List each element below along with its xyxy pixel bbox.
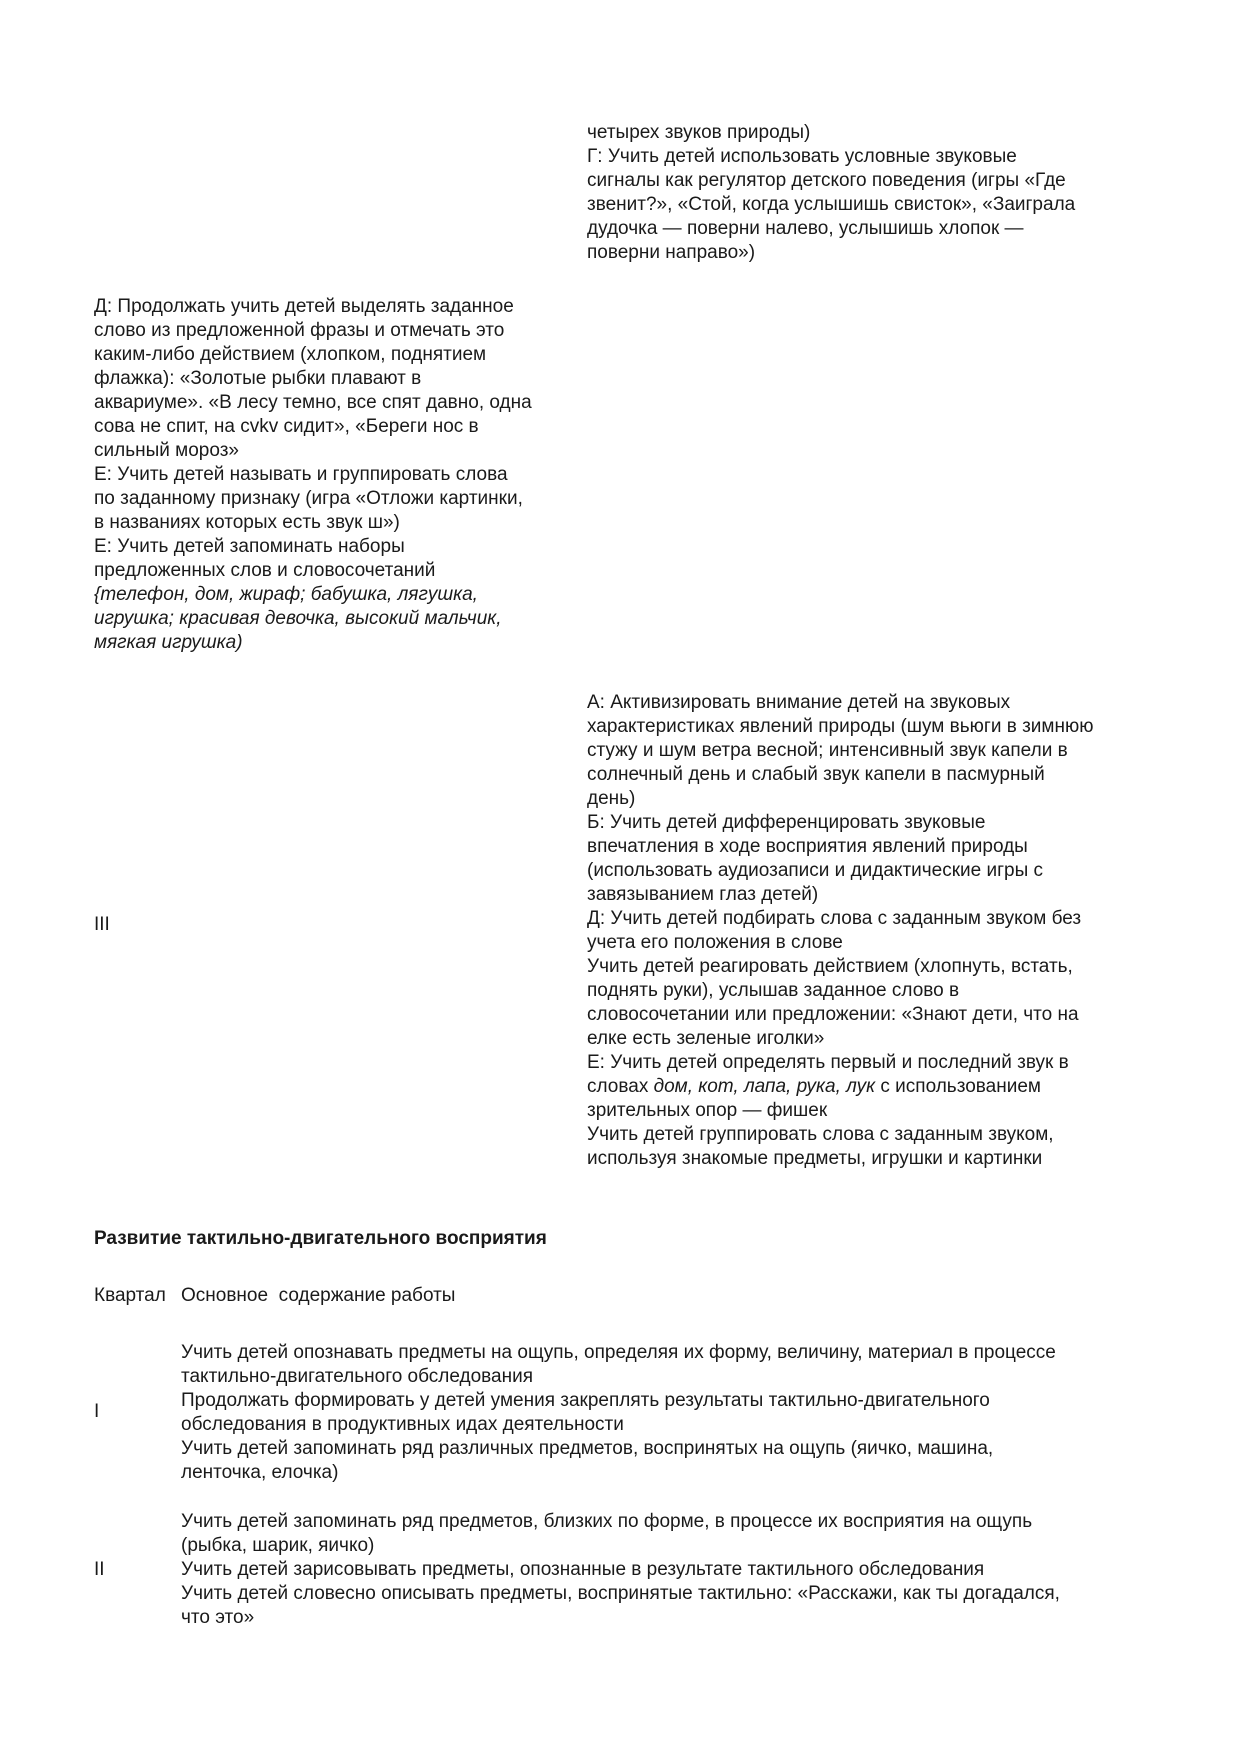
text-line: дудочка — поверни налево, услышишь хлопок — [587,218,1024,239]
text-span: с использованием [875,1076,1041,1097]
quarter-2-text-block [181,1510,1060,1630]
italic-word-list: дом, кот, лапа, рука, лук [653,1076,876,1097]
left-mid-text-block [94,295,532,655]
text-line: (использовать аудиозаписи и дидактические игры с [587,860,1044,881]
quarter-2-label: II [94,1559,105,1580]
text-line: Учить детей запоминать ряд различных предметов, воспринятых на ощупь (яичко, машина, [181,1438,994,1459]
text-line-mixed [587,1075,1093,1099]
text-line: Е: Учить детей называть и группировать слова [94,464,508,485]
text-line: Г: Учить детей использовать условные звуковые [587,146,1017,167]
text-line: словосочетании или предложении: «Знают дети, что на [587,1004,1079,1025]
column-header-quarter: Квартал [94,1285,166,1306]
text-span: словах [587,1076,654,1097]
text-line: сова не спит, на сvkv сидит», «Береги нос в [94,416,479,437]
text-line: Продолжать формировать у детей умения закреплять результаты тактильно-двигательного [181,1390,990,1411]
text-line: А: Активизировать внимание детей на звуковых [587,692,1011,713]
quarter-1-text-block [181,1341,1056,1485]
text-line: солнечный день и слабый звук капели в пасмурный [587,764,1045,785]
text-line: тактильно-двигательного обследования [181,1366,534,1387]
text-line: поднять руки), услышав заданное слово в [587,980,960,1001]
text-line: впечатления в ходе восприятия явлений природы [587,836,1028,857]
text-line: в названиях которых есть звук ш») [94,512,400,533]
text-line: флажка): «Золотые рыбки плавают в [94,368,422,389]
text-line: Учить детей реагировать действием (хлопнуть, встать, [587,956,1073,977]
text-line: каким-либо действием (хлопком, поднятием [94,344,487,365]
text-line: звенит?», «Стой, когда услышишь свисток», «Заиграла [587,194,1076,215]
text-line: обследования в продуктивных идах деятельности [181,1414,624,1435]
text-line: по заданному признаку (игра «Отложи картинки, [94,488,523,509]
text-line: учета его положения в слове [587,932,843,953]
right-top-text-block [587,121,1075,265]
text-line: слово из предложенной фразы и отмечать это [94,320,505,341]
text-line: Д: Продолжать учить детей выделять заданное [94,296,514,317]
text-line: Е: Учить детей определять первый и последний звук в [587,1052,1069,1073]
text-line: четырех звуков природы) [587,122,811,143]
text-line: предложенных слов и словосочетаний [94,560,436,581]
text-line: Учить детей опознавать предметы на ощупь, определяя их форму, величину, материал в процессе [181,1342,1056,1363]
text-line: аквариуме». «В лесу темно, все спят давно, одна [94,392,532,413]
text-line: Учить детей словесно описывать предметы, воспринятые тактильно: «Расскажи, как ты догадался, [181,1583,1060,1604]
text-line: Б: Учить детей дифференцировать звуковые [587,812,986,833]
text-line: день) [587,788,636,809]
text-line: стужу и шум ветра весной; интенсивный звук капели в [587,740,1068,761]
text-line: сигналы как регулятор детского поведения (игры «Где [587,170,1066,191]
text-line: поверни направо») [587,242,756,263]
text-line: елке есть зеленые иголки» [587,1028,825,1049]
text-line: Д: Учить детей подбирать слова с заданным звуком без [587,908,1082,929]
text-line: сильный мороз» [94,440,239,461]
quarter-3-label: III [94,914,110,935]
text-line: Учить детей зарисовывать предметы, опознанные в результате тактильного обследования [181,1559,985,1580]
text-line: зрительных опор — фишек [587,1100,828,1121]
text-line: используя знакомые предметы, игрушки и картинки [587,1148,1043,1169]
quarter-1-label: I [94,1401,100,1422]
italic-text-line: {телефон, дом, жираф; бабушка, лягушка, [94,584,478,605]
italic-text-line: игрушка; красивая девочка, высокий мальчик, [94,608,502,629]
quarter-3-text-block [587,691,1093,1171]
text-line: ленточка, елочка) [181,1462,339,1483]
text-line: характеристиках явлений природы (шум вьюги в зимнюю [587,716,1094,737]
text-line: (рыбка, шарик, яичко) [181,1535,375,1556]
text-line: завязыванием глаз детей) [587,884,819,905]
italic-text-line: мягкая игрушка) [94,632,243,653]
text-line: Учить детей группировать слова с заданным звуком, [587,1124,1054,1145]
text-line: Е: Учить детей запоминать наборы [94,536,405,557]
column-header-content: Основное содержание работы [181,1285,456,1306]
text-line: что это» [181,1607,255,1628]
section-title: Развитие тактильно-двигательного восприятия [94,1228,547,1249]
text-line: Учить детей запоминать ряд предметов, близких по форме, в процессе их восприятия на ощупь [181,1511,1033,1532]
